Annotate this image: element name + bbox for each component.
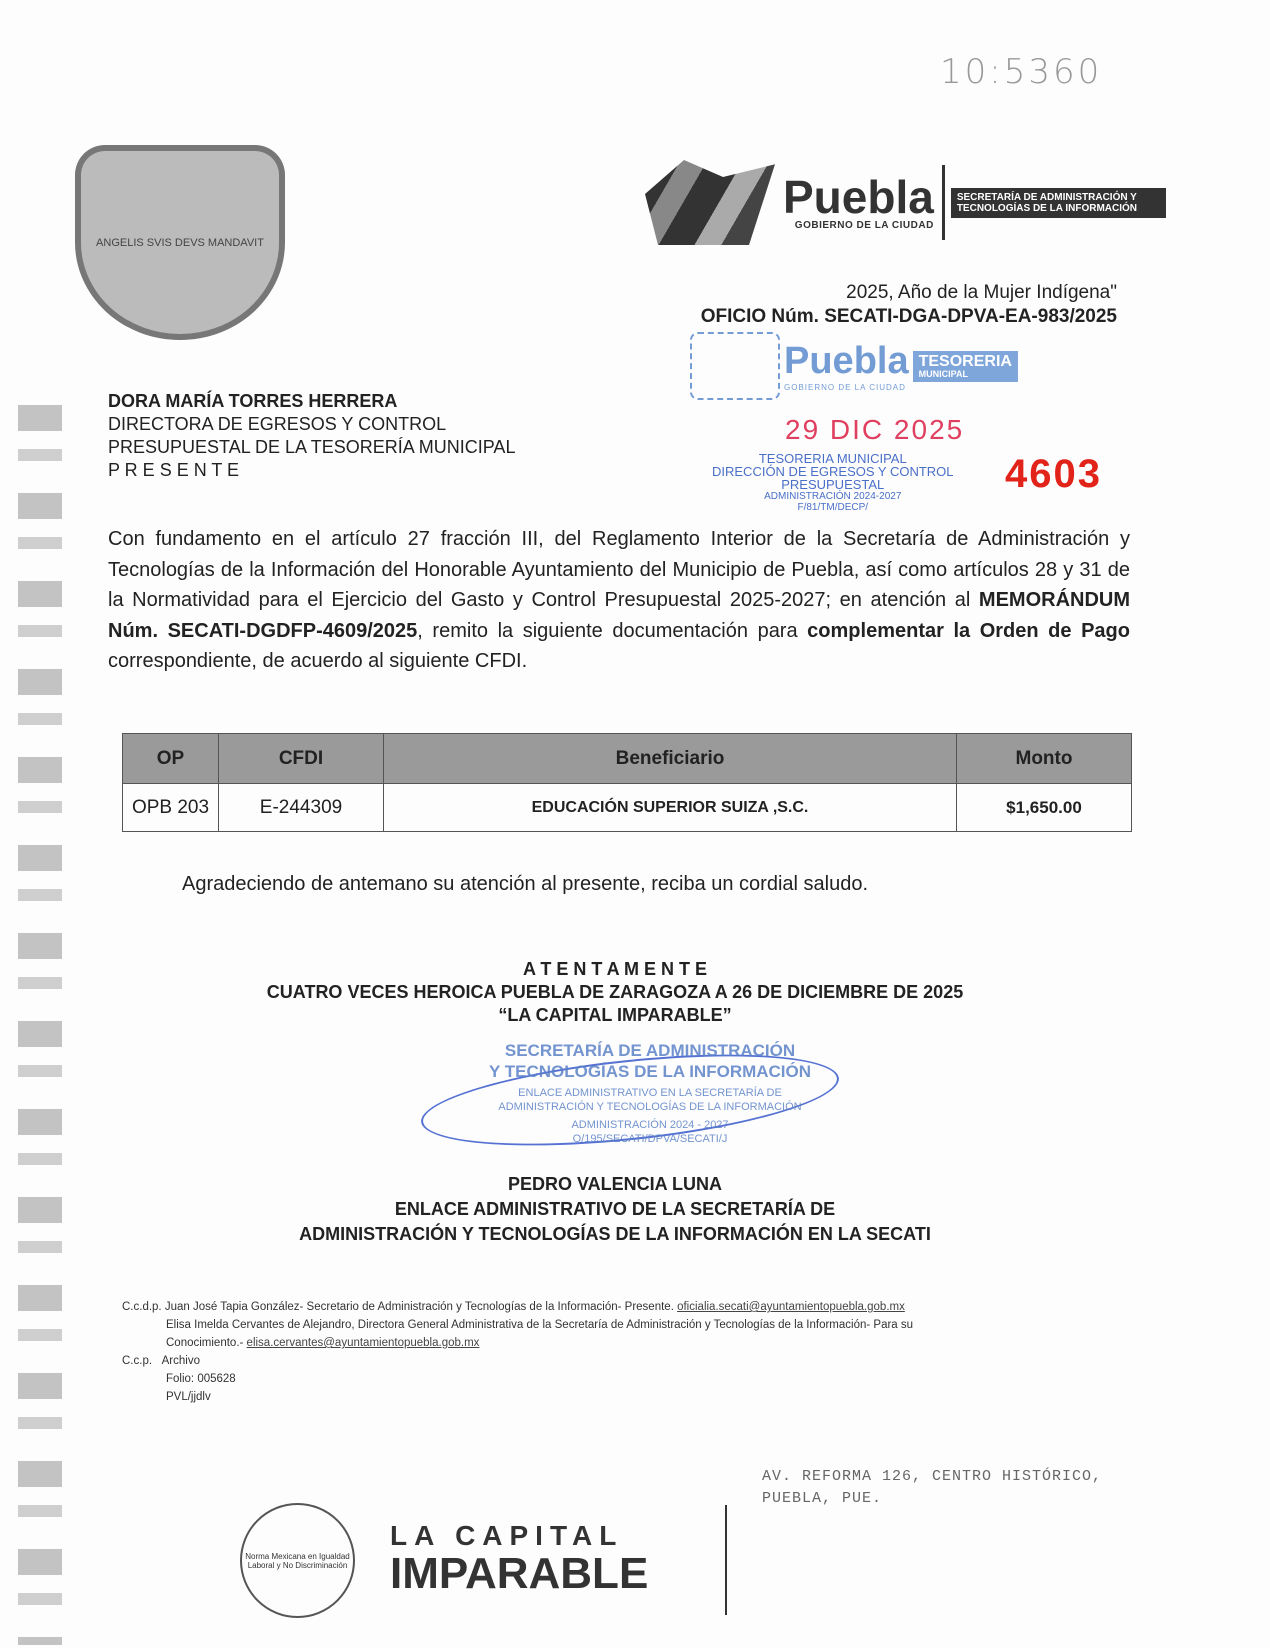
ccp-label: C.c.p. [122,1355,153,1367]
stamp-logo-name: Puebla [784,340,909,382]
brand-line: LA CAPITAL [390,1520,624,1551]
reception-line: ADMINISTRACIÓN 2024-2027 [764,491,902,502]
stamp-logo-sub: GOBIERNO DE LA CIUDAD [784,383,906,392]
reception-line: PRESUPUESTAL [781,477,885,492]
reception-stamp [712,452,954,513]
col-cfdi: CFDI [219,734,384,784]
body-text: correspondiente, de acuerdo al siguiente CFDI. [108,650,528,672]
logo-sub: GOBIERNO DE LA CIUDAD [794,220,934,231]
city-coat-of-arms [75,145,285,340]
cell-beneficiario: EDUCACIÓN SUPERIOR SUIZA ,S.C. [384,784,957,832]
capital-imparable-logo [390,1520,648,1596]
coat-of-arms-text: ANGELIS SVIS DEVS MANDAVIT [96,236,264,249]
stamp-logo-icon [690,332,780,400]
secati-seal [460,1040,840,1146]
oficio-number: OFICIO Núm. SECATI-DGA-DPVA-EA-983/2025 [700,306,1117,327]
cc-text: Conocimiento.- [166,1337,247,1349]
copies-block [122,1298,913,1406]
address-line: PUEBLA, PUE. [762,1490,883,1507]
reception-number: 4603 [1005,452,1102,496]
cc-text: Archivo [161,1355,200,1367]
seal-line: SECRETARÍA DE ADMINISTRACIÓN [504,1041,796,1060]
seal-line: ENLACE ADMINISTRATIVO EN LA SECRETARÍA DE [518,1087,782,1099]
recipient-line: P R E S E N T E [108,460,240,480]
cell-op: OPB 203 [123,784,219,832]
equality-seal [240,1503,355,1618]
signer-block [200,1172,1030,1247]
year-motto: 2025, Año de la Mujer Indígena" [846,282,1117,303]
cc-text: Juan José Tapia González- Secretario de Administración y Tecnologías de la Información- Presente. [161,1301,678,1313]
body-text: , remito la siguiente documentación para [417,619,808,642]
tesoreria-stamp [690,332,1018,400]
closing-text: Agradeciendo de antemano su atención al presente, reciba un cordial saludo. [182,873,869,895]
footer-divider [725,1505,727,1615]
folio: Folio: 005628 [166,1373,236,1385]
footer-address [762,1466,1102,1510]
seal-line: ADMINISTRACIÓN 2024 - 2027 [571,1119,729,1131]
initials: PVL/jjdlv [166,1391,211,1403]
col-op: OP [123,734,219,784]
signer-name: PEDRO VALENCIA LUNA [507,1174,722,1194]
cfdi-table [122,733,1132,832]
stamp-box-title: TESORERIA [918,352,1012,370]
handwritten-note: 10:5360 [940,52,1103,92]
body-text: Con fundamento en el artículo 27 fracción III, del Reglamento Interior de la Secretaría de Administración y Tecnologías de la Información del Honorable Ayuntamiento del Municipio de Puebla, así como artículos 28 y 31 de la Normatividad para el Ejercicio del Gasto y Control Presupuestal 2025-2027; en atención al [108,528,1130,611]
reception-line: F/81/TM/DECP/ [797,502,869,513]
place-date: CUATRO VECES HEROICA PUEBLA DE ZARAGOZA A 26 DE DICIEMBRE DE 2025 [266,982,964,1002]
cc-text: Elisa Imelda Cervantes de Alejandro, Directora General Administrativa de la Secretaría de Administración y Tecnologías de la Información- Para su [166,1319,914,1331]
puebla-logo [645,160,1166,245]
col-monto: Monto [957,734,1132,784]
signature-header [200,958,1030,1027]
recipient-line: PRESUPUESTAL DE LA TESORERÍA MUNICIPAL [108,437,516,457]
table-row [123,784,1132,832]
signer-title: ADMINISTRACIÓN Y TECNOLOGÍAS DE LA INFORMACIÓN EN LA SECATI [299,1224,931,1244]
cell-cfdi: E-244309 [219,784,384,832]
puebla-logo-icon [645,160,775,245]
decorative-left-border [18,405,62,1645]
ccdp-label: C.c.d.p. [122,1301,162,1313]
recipient-name: DORA MARÍA TORRES HERRERA [108,391,398,411]
body-paragraph [108,524,1130,677]
atentamente: A T E N T A M E N T E [523,959,707,979]
reception-line: TESORERIA MUNICIPAL [758,451,907,466]
reception-line: DIRECCIÓN DE EGRESOS Y CONTROL [712,464,954,479]
secretaria-label: SECRETARÍA DE ADMINISTRACIÓN Y TECNOLOGÍAS DE LA INFORMACIÓN [951,188,1166,218]
col-beneficiario: Beneficiario [384,734,957,784]
recipient-block [108,390,515,482]
slogan: “LA CAPITAL IMPARABLE” [498,1005,732,1025]
memo-reference: MEMORÁNDUM Núm. SECATI-DGDFP-4609/2025 [108,589,1130,642]
received-date-stamp: 29 DIC 2025 [785,414,965,445]
seal-text: Norma Mexicana en Igualdad Laboral y No Discriminación [245,1551,350,1570]
email-link[interactable]: oficialia.secati@ayuntamientopuebla.gob.mx [677,1301,905,1313]
body-emphasis: complementar la Orden de Pago [807,619,1130,642]
address-line: AV. REFORMA 126, CENTRO HISTÓRICO, [762,1468,1103,1485]
recipient-line: DIRECTORA DE EGRESOS Y CONTROL [108,414,447,434]
seal-line: ADMINISTRACIÓN Y TECNOLOGÍAS DE LA INFORMACIÓN [498,1101,802,1113]
signer-title: ENLACE ADMINISTRATIVO DE LA SECRETARÍA DE [394,1199,836,1219]
cell-monto: $1,650.00 [957,784,1132,832]
stamp-box-sub: MUNICIPAL [918,368,968,379]
email-link[interactable]: elisa.cervantes@ayuntamientopuebla.gob.mx [246,1337,480,1349]
brand-line: IMPARABLE [390,1549,649,1598]
logo-name: Puebla [783,171,934,223]
seal-line: Y TECNOLOGÍAS DE LA INFORMACIÓN [488,1062,812,1081]
seal-line: O/195/SECATI/DPVA/SECATI/J [572,1133,728,1145]
